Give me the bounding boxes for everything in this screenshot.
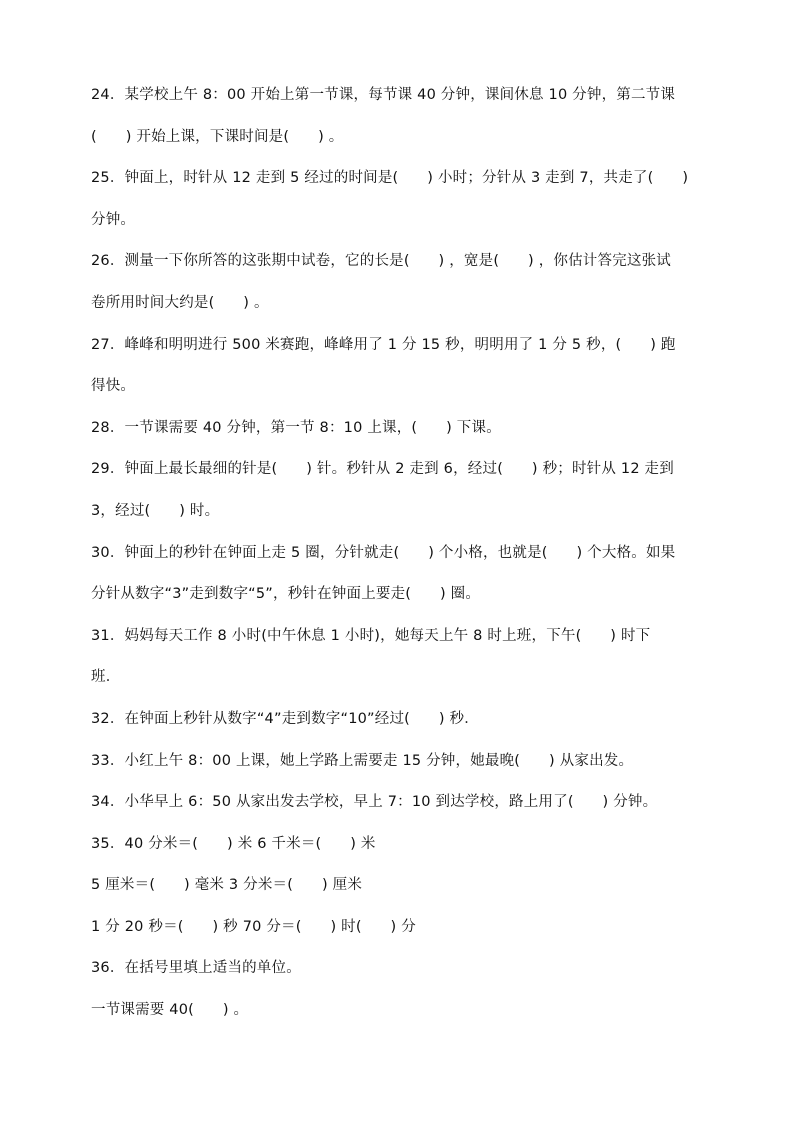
q27-line-2: 得快。 [91,378,136,395]
q35-line-3: 1 分 20 秒＝( ) 秒 70 分＝( ) 时( ) 分 [91,918,416,935]
q36-line-2: 一节课需要 40( ) 。 [91,1002,249,1019]
q35-line-2: 5 厘米＝( ) 毫米 3 分米＝( ) 厘米 [91,877,363,894]
q34-line-1: 34．小华早上 6：50 从家出发去学校，早上 7：10 到达学校，路上用了( ) 分钟。 [91,794,658,811]
q27-line-1: 27．峰峰和明明进行 500 米赛跑，峰峰用了 1 分 15 秒，明明用了 1 分 5 秒，( ) 跑 [91,336,676,353]
q26-line-2: 卷所用时间大约是( ) 。 [91,294,269,311]
q26-line-1: 26．测量一下你所答的这张期中试卷，它的长是( ) ，宽是( ) ，你估计答完这张试 [91,253,672,270]
q24-line-1: 24．某学校上午 8：00 开始上第一节课，每节课 40 分钟，课间休息 10 分钟，第二节课 [91,87,676,103]
q30-line-2: 分针从数字“3”走到数字“5”，秒针在钟面上要走( ) 圈。 [91,586,481,603]
q36-line-1: 36．在括号里填上适当的单位。 [91,960,301,977]
q31-line-2: 班． [91,669,121,686]
q33-line-1: 33．小红上午 8：00 上课，她上学路上需要走 15 分钟，她最晚( ) 从家出发。 [91,752,634,769]
q31-line-1: 31．妈妈每天工作 8 小时(中午休息 1 小时)，她每天上午 8 时上班，下午( ) 时下 [91,627,651,644]
q32-line-1: 32．在钟面上秒针从数字“4”走到数字“10”经过( ) 秒． [91,710,479,727]
q25-line-1: 25．钟面上，时针从 12 走到 5 经过的时间是( ) 小时；分针从 3 走到 7，共走了( ) [91,170,689,187]
q29-line-2: 3，经过( ) 时。 [91,502,220,519]
q30-line-1: 30．钟面上的秒针在钟面上走 5 圈，分针就走( ) 个小格，也就是( ) 个大格。如果 [91,544,676,561]
q35-line-1: 35．40 分米＝( ) 米 6 千米＝( ) 米 [91,835,376,852]
question-list [91,82,706,1039]
q24-line-2: ( ) 开始上课，下课时间是( ) 。 [91,128,344,145]
q29-line-1: 29．钟面上最长最细的针是( ) 针。秒针从 2 走到 6，经过( ) 秒；时针从 12 走到 [91,461,674,478]
q25-line-2: 分钟。 [91,211,136,228]
q28-line-1: 28．一节课需要 40 分钟，第一节 8：10 上课，( ) 下课。 [91,419,501,436]
